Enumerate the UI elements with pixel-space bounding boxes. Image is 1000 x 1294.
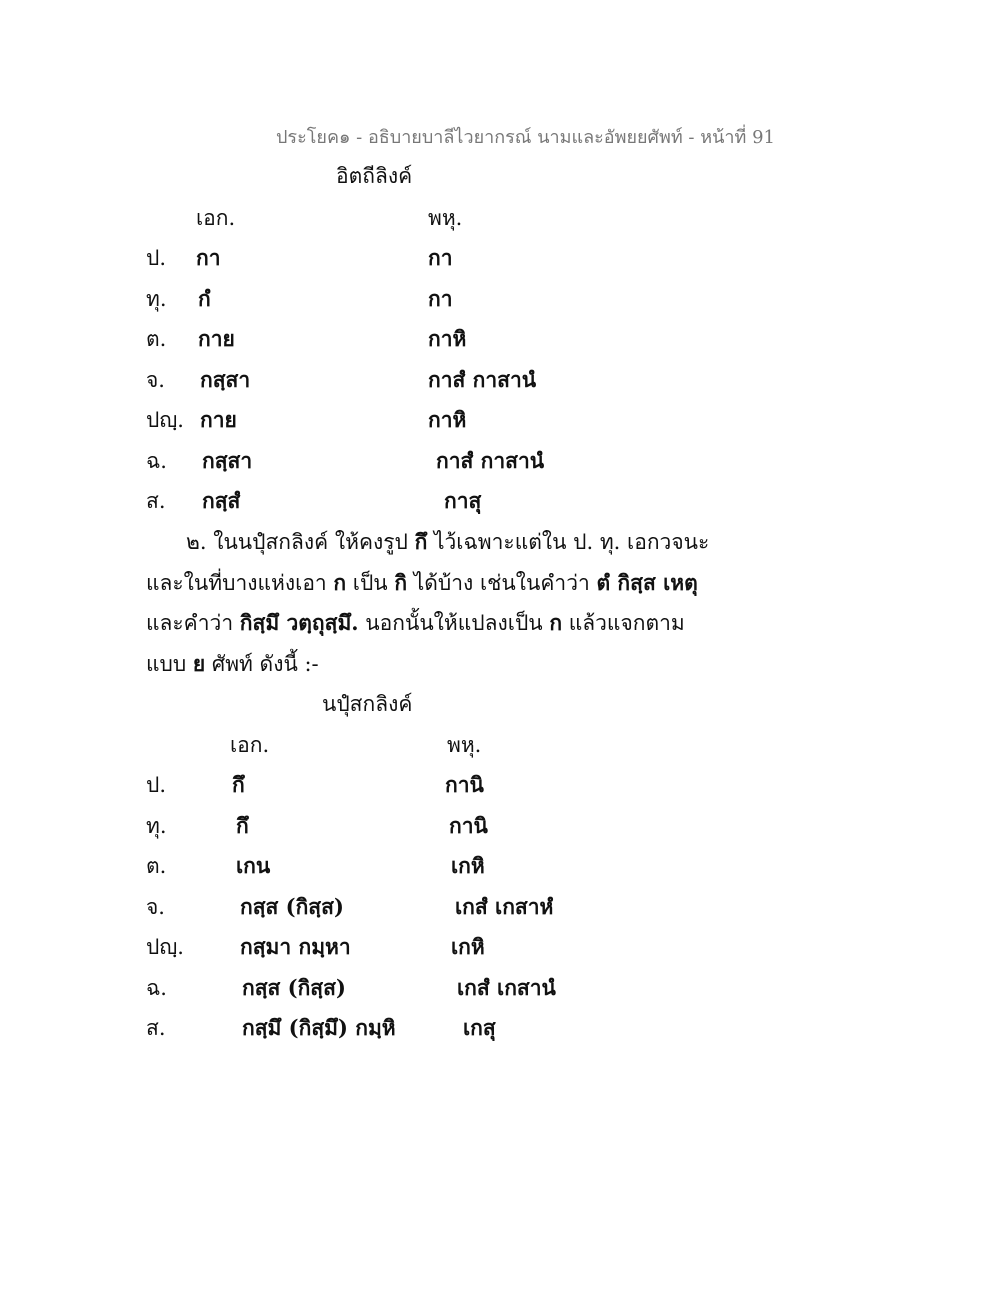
text: ได้บ้าง เช่นในคำว่า (407, 571, 597, 595)
col-singular-header: เอก. (230, 733, 270, 757)
text: แบบ (146, 652, 193, 676)
text: แล้วแจกตาม (562, 611, 685, 635)
case-label: ทุ. (146, 814, 167, 838)
text: ศัพท์ ดังนี้ :- (205, 652, 319, 676)
singular-form: กาย (200, 407, 237, 432)
col-plural-header: พหุ. (447, 733, 482, 757)
text: และคำว่า (146, 611, 240, 635)
plural-form: กาสุ (444, 488, 482, 513)
case-label: ฉ. (146, 449, 167, 473)
singular-form: กสฺสํ (202, 488, 241, 513)
page-header: ประโยค๑ - อธิบายบาลีไวยากรณ์ นามและอัพยยศัพท์ - หน้าที่ 91 (276, 127, 776, 148)
plural-form: กาสํ กาสานํ (436, 448, 545, 473)
pali-term: ก (549, 610, 563, 635)
singular-form: กสฺส (กิสฺส) (242, 975, 346, 1000)
case-label: ต. (146, 327, 167, 351)
text: ไว้เฉพาะแต่ใน ป. ทุ. เอกวจนะ (427, 530, 710, 554)
case-label: ส. (146, 489, 166, 513)
case-label: ฉ. (146, 976, 167, 1000)
plural-form: เกสํ เกสาหํ (455, 894, 554, 919)
singular-form: กสฺสา (202, 448, 253, 473)
text: เป็น (346, 571, 395, 595)
plural-form: เกหิ (451, 934, 485, 959)
table-title: อิตถีลิงค์ (336, 164, 413, 188)
paragraph-line-3 (146, 607, 685, 640)
pali-term: กึ (414, 529, 428, 554)
singular-form: กํ (198, 286, 211, 311)
plural-form: เกหิ (451, 853, 485, 878)
plural-form: กา (428, 245, 453, 270)
pali-term: กิ (394, 570, 408, 595)
case-label: ปญฺ. (146, 935, 184, 959)
plural-form: กา (428, 286, 453, 311)
case-label: จ. (146, 368, 165, 392)
paragraph-line-2 (146, 567, 698, 600)
plural-form: เกสุ (463, 1015, 496, 1040)
case-label: ป. (146, 773, 167, 797)
pali-term: กิสฺมึ วตฺถุสฺมึ. (239, 610, 359, 635)
singular-form: กึ (232, 772, 245, 797)
singular-form: กสฺสา (200, 367, 251, 392)
singular-form: กึ (236, 813, 249, 838)
text: และในที่บางแห่งเอา (146, 571, 334, 595)
case-label: ต. (146, 854, 167, 878)
col-plural-header: พหุ. (428, 206, 463, 230)
paragraph-line-4 (146, 648, 319, 681)
singular-form: กสฺส (กิสฺส) (240, 894, 344, 919)
singular-form: กาย (198, 326, 235, 351)
pali-term: ก (333, 570, 347, 595)
singular-form: กสฺมึ (กิสฺมึ) กมฺหิ (242, 1015, 396, 1040)
case-label: ป. (146, 246, 167, 270)
col-singular-header: เอก. (196, 206, 236, 230)
plural-form: เกสํ เกสานํ (457, 975, 556, 1000)
singular-form: กา (196, 245, 221, 270)
plural-form: กาสํ กาสานํ (428, 367, 537, 392)
case-label: ส. (146, 1016, 166, 1040)
singular-form: กสฺมา กมฺหา (240, 934, 351, 959)
pali-term: ตํ กิสฺส เหตุ (596, 570, 698, 595)
plural-form: กาหิ (428, 326, 467, 351)
case-label: ปญฺ. (146, 408, 184, 432)
case-label: ทุ. (146, 287, 167, 311)
text: นอกนั้นให้แปลงเป็น (358, 611, 550, 635)
case-label: จ. (146, 895, 165, 919)
singular-form: เกน (236, 853, 271, 878)
pali-term: ย (192, 651, 206, 676)
plural-form: กานิ (445, 772, 484, 797)
table-title: นปุํสกลิงค์ (322, 692, 413, 716)
paragraph-line-1 (186, 526, 709, 559)
plural-form: กานิ (449, 813, 488, 838)
plural-form: กาหิ (428, 407, 467, 432)
text: ๒. ในนปุํสกลิงค์ ให้คงรูป (186, 530, 415, 554)
